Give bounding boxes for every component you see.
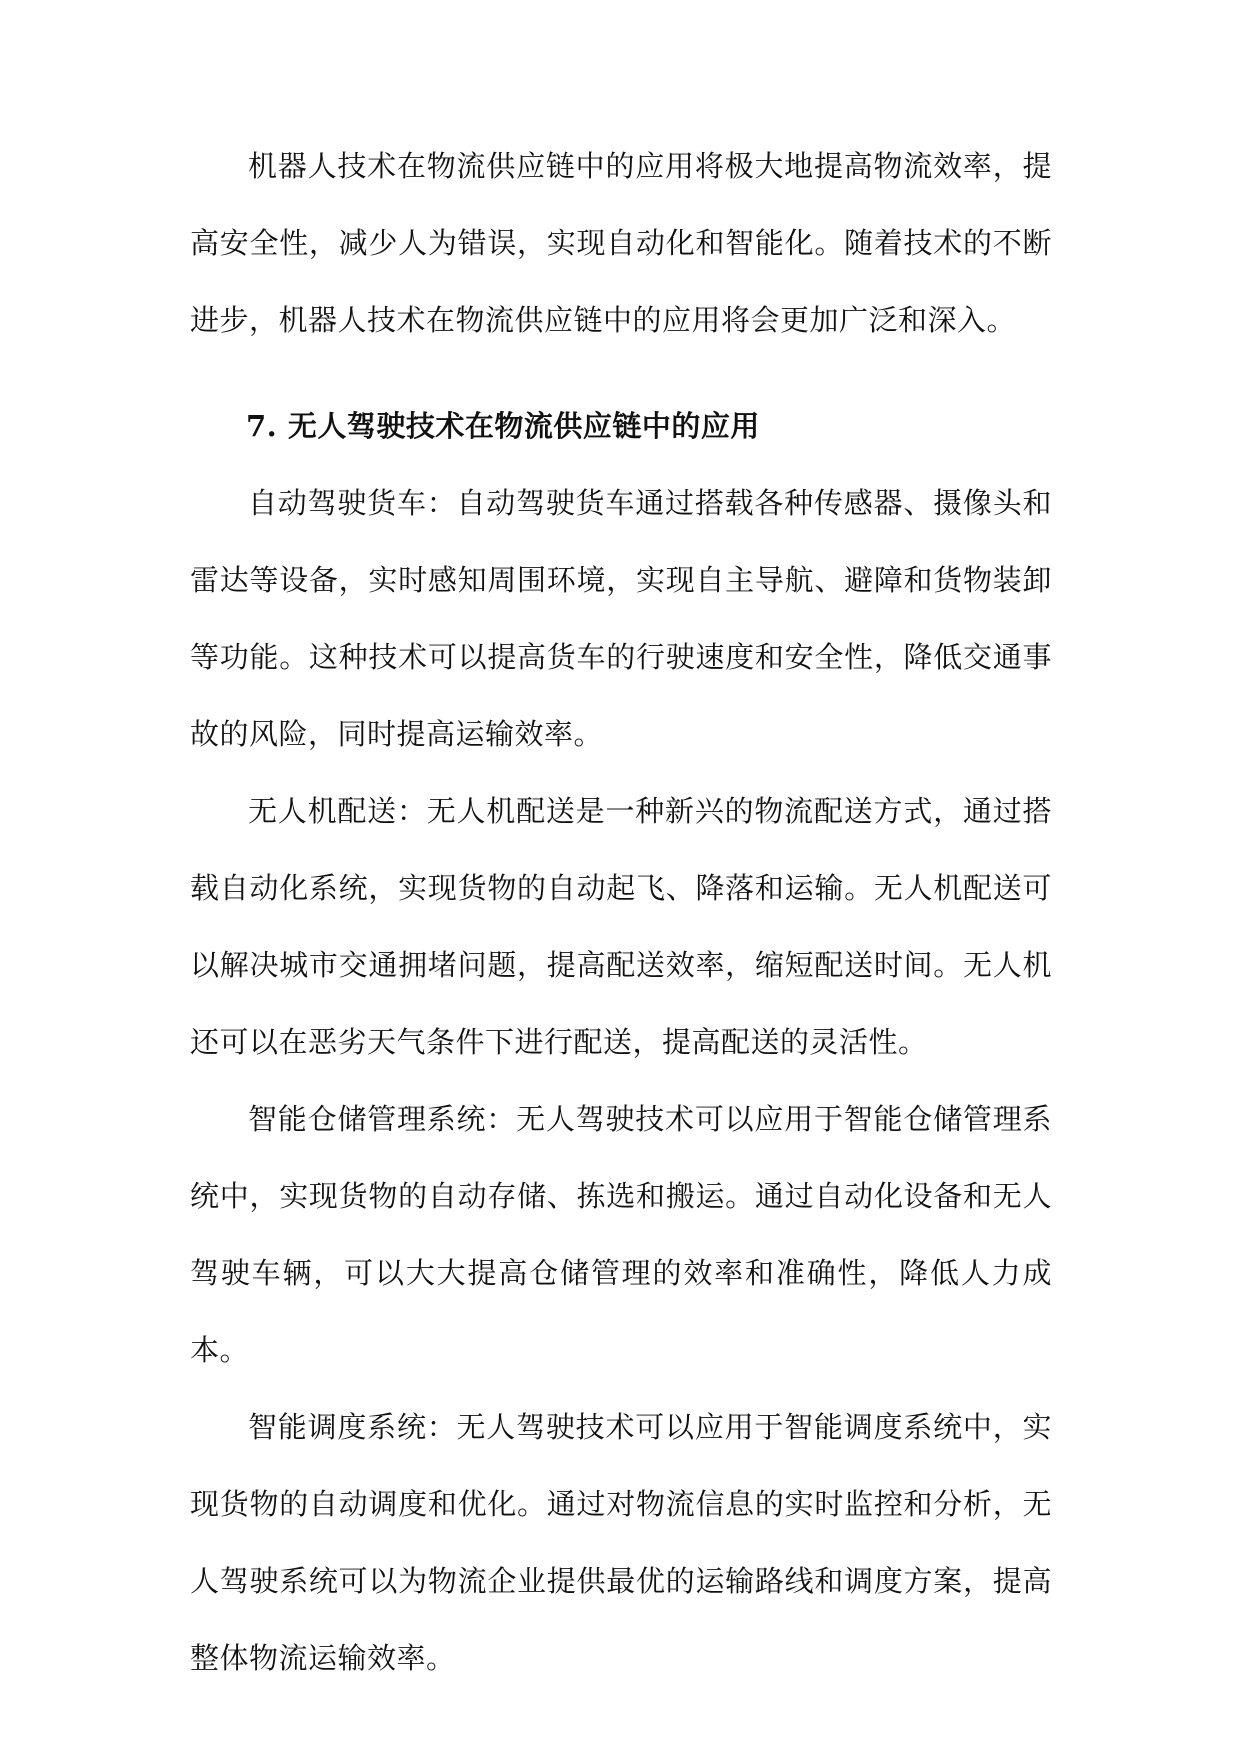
paragraph-drone-delivery: 无人机配送：无人机配送是一种新兴的物流配送方式，通过搭载自动化系统，实现货物的自动起飞、降落和运输。无人机配送可以解决城市交通拥堵问题，提高配送效率，缩短配送时间。无人机还可以在恶劣天气条件下进行配送，提高配送的灵活性。 — [190, 794, 1052, 1059]
intro-paragraph: 机器人技术在物流供应链中的应用将极大地提高物流效率，提高安全性，减少人为错误，实现自动化和智能化。随着技术的不断进步，机器人技术在物流供应链中的应用将会更加广泛和深入。 — [190, 149, 1052, 337]
paragraph-autonomous-truck: 自动驾驶货车：自动驾驶货车通过搭载各种传感器、摄像头和雷达等设备，实时感知周围环境，实现自主导航、避障和货物装卸等功能。这种技术可以提高货车的行驶速度和安全性，降低交通事故的风险，同时提高运输效率。 — [190, 486, 1052, 751]
paragraph-smart-warehouse: 智能仓储管理系统：无人驾驶技术可以应用于智能仓储管理系统中，实现货物的自动存储、拣选和搬运。通过自动化设备和无人驾驶车辆，可以大大提高仓储管理的效率和准确性，降低人力成本。 — [190, 1102, 1052, 1367]
document-page — [190, 128, 1052, 1697]
paragraph-smart-dispatch: 智能调度系统：无人驾驶技术可以应用于智能调度系统中，实现货物的自动调度和优化。通过对物流信息的实时监控和分析，无人驾驶系统可以为物流企业提供最优的运输路线和调度方案，提高整体物流运输效率。 — [190, 1410, 1052, 1675]
section-heading: 7. 无人驾驶技术在物流供应链中的应用 — [246, 409, 760, 443]
